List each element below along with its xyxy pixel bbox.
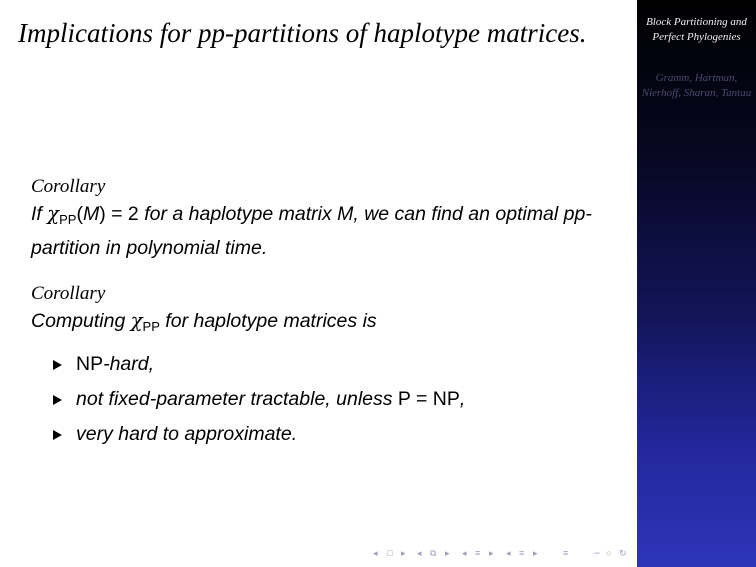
chi-symbol: χ: [47, 202, 60, 225]
list-item: [31, 347, 621, 382]
corollary-body: [31, 199, 621, 263]
bullet-triangle-icon: [53, 430, 62, 440]
text-lead: Computing: [31, 310, 131, 332]
text-if: If: [31, 203, 42, 225]
nav-next-section-icon[interactable]: ▸: [445, 548, 450, 558]
nav-prev-subsection-icon[interactable]: ◂: [462, 548, 467, 558]
chi-symbol: χ: [130, 309, 143, 332]
list-item: [31, 417, 621, 452]
chi-subscript: PP: [59, 212, 77, 227]
nav-align-icon[interactable]: ≡: [563, 548, 569, 558]
chi-subscript: PP: [142, 319, 160, 334]
nav-subsection-icon[interactable]: ≡: [475, 548, 481, 558]
nav-prev-slide-icon[interactable]: ◂: [506, 548, 511, 558]
equals-two: = 2: [105, 203, 145, 225]
nav-section-icon[interactable]: ⧉: [430, 548, 437, 558]
corollary-title: Corollary: [31, 283, 106, 304]
sidebar-authors[interactable]: Gramm, Hartman, Nierhoff, Sharan, Tantau: [641, 72, 752, 99]
nav-prev-frame-icon[interactable]: ◂: [373, 548, 378, 558]
matrix-var-2: M: [337, 203, 354, 225]
nav-prev-section-icon[interactable]: ◂: [417, 548, 422, 558]
paren-close: ): [99, 203, 106, 225]
nav-next-frame-icon[interactable]: ▸: [401, 548, 406, 558]
corollary-block-1: [31, 175, 621, 263]
corollary-body: [31, 306, 621, 341]
nav-slide-icon[interactable]: ≡: [519, 548, 525, 558]
sidebar-title[interactable]: Block Partitioning and Perfect Phylogenies: [646, 16, 747, 43]
nav-next-subsection-icon[interactable]: ▸: [489, 548, 494, 558]
p-equals-np: P = NP: [397, 388, 460, 410]
corollary-title: Corollary: [31, 176, 106, 197]
text-rest: , we can find an optimal pp-partition in polynomial time.: [31, 203, 592, 259]
bullet-triangle-icon: [53, 360, 62, 370]
nav-search-icon[interactable]: ∽: [593, 548, 601, 558]
frame-title: Implications for pp-partitions of haplotype matrices.: [18, 18, 587, 48]
nav-back-icon[interactable]: ↻: [619, 548, 627, 558]
item-text: not fixed-parameter tractable, unless: [76, 388, 398, 410]
item-tail: ,: [459, 388, 466, 410]
corollary-block-2: [31, 282, 621, 452]
item-text: very hard to approximate.: [76, 423, 298, 445]
paren-open: (: [76, 203, 83, 225]
sidebar: [637, 0, 756, 567]
nav-next-slide-icon[interactable]: ▸: [533, 548, 538, 558]
bullet-list: [31, 347, 621, 452]
bullet-triangle-icon: [53, 395, 62, 405]
nav-frame-icon[interactable]: □: [387, 548, 393, 558]
navigation-bar: [371, 548, 633, 562]
text-lead-rest: for haplotype matrices is: [159, 310, 377, 332]
item-text: -hard,: [103, 353, 155, 375]
nav-zoom-icon[interactable]: ○: [606, 548, 612, 558]
matrix-var: M: [82, 203, 100, 225]
list-item: [31, 382, 621, 417]
text-mid: for a haplotype matrix: [144, 203, 338, 225]
np-term: NP: [76, 353, 104, 375]
